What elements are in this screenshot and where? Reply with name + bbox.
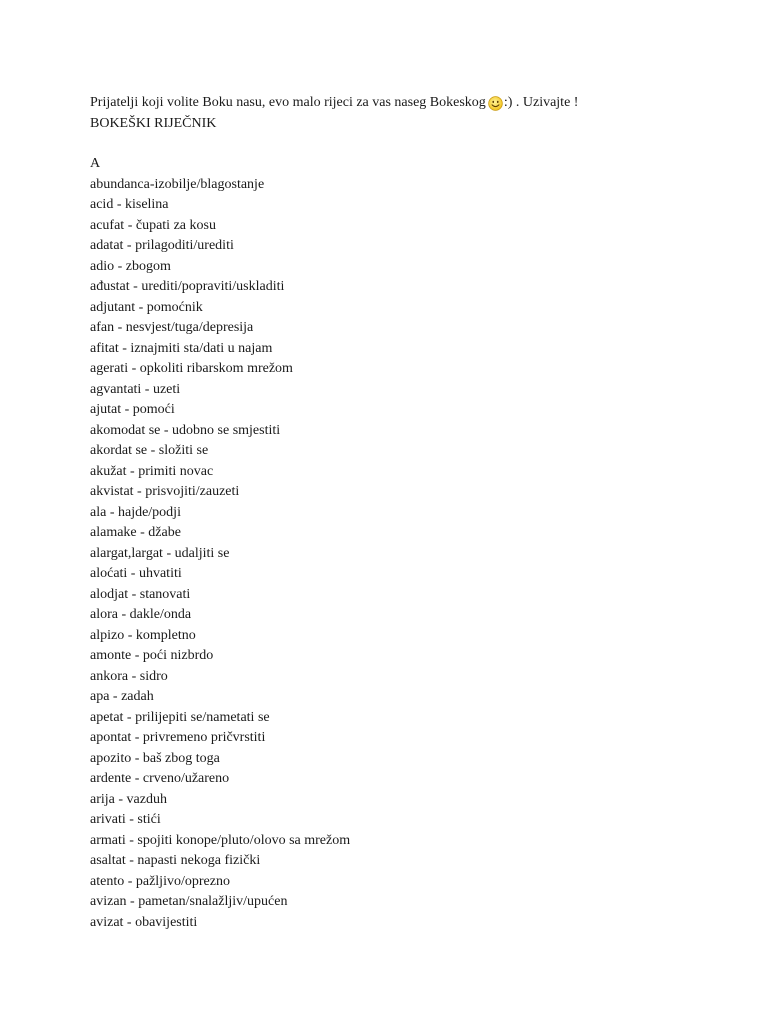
- document-page: [90, 93, 750, 933]
- intro-text-after: :) . Uzivajte !: [503, 95, 579, 110]
- dictionary-entry: adatat - prilagoditi/urediti: [90, 238, 234, 253]
- dictionary-entry: alpizo - kompletno: [90, 627, 196, 643]
- dictionary-entry: agerati - opkoliti ribarskom mrežom: [90, 361, 293, 376]
- dictionary-entry: alodjat - stanovati: [90, 586, 191, 602]
- dictionary-entry: alora - dakle/onda: [90, 607, 192, 622]
- smiley-face-icon: [488, 96, 503, 111]
- dictionary-entry: alоćati - uhvatiti: [90, 566, 182, 581]
- dictionary-entry: atento - pažljivo/oprezno: [90, 873, 230, 889]
- dictionary-entry: apozito - baš zbog toga: [90, 750, 220, 766]
- intro-text-before: Prijatelji koji volite Boku nasu, evo malo rijeci za vas naseg Bokeskog: [90, 95, 486, 110]
- dictionary-entry: abundanca-izobilje/blagostanje: [90, 176, 265, 192]
- dictionary-entry: akordat se - složiti se: [90, 443, 209, 458]
- dictionary-entry: akužat - primiti novac: [90, 463, 214, 479]
- dictionary-entry: apontat - privremeno pričvrstiti: [90, 730, 266, 745]
- dictionary-entry: armati - spojiti konope/pluto/olovo sa mrežom: [90, 832, 351, 848]
- dictionary-entry: adjutant - pomoćnik: [90, 299, 203, 315]
- dictionary-entry: arija - vazduh: [90, 791, 167, 807]
- dictionary-entry: apetat - prilijepiti se/nametati se: [90, 709, 270, 725]
- dictionary-entry: ala - hajde/podji: [90, 504, 181, 520]
- dictionary-entry: amonte - poći nizbrdo: [90, 648, 214, 663]
- entry-list: [90, 175, 750, 934]
- dictionary-entry: agvantati - uzeti: [90, 381, 181, 397]
- dictionary-entry: ardente - crveno/užareno: [90, 771, 230, 786]
- dictionary-entry: adio - zbogom: [90, 258, 171, 274]
- document-title: BOKEŠKI RIJEČNIK: [90, 115, 217, 131]
- dictionary-entry: arivati - stići: [90, 812, 161, 827]
- dictionary-entry: apa - zadah: [90, 689, 154, 704]
- dictionary-entry: avizat - obavijestiti: [90, 914, 198, 930]
- dictionary-entry: ajutat - pomoći: [90, 402, 175, 417]
- dictionary-entry: akomodat se - udobno se smjestiti: [90, 422, 281, 438]
- dictionary-entry: ađustat - urediti/popraviti/uskladiti: [90, 279, 285, 294]
- dictionary-entry: afitat - iznajmiti sta/dati u najam: [90, 340, 273, 356]
- dictionary-entry: avizan - pametan/snalažljiv/upućen: [90, 894, 288, 909]
- dictionary-entry: asaltat - napasti nekoga fizički: [90, 853, 261, 868]
- dictionary-entry: alargat,largat - udaljiti se: [90, 545, 230, 561]
- spacer: [90, 134, 750, 154]
- dictionary-entry: acufat - čupati za kosu: [90, 217, 216, 233]
- section-letter: A: [90, 156, 101, 171]
- intro-line: [90, 93, 750, 114]
- dictionary-entry: ankora - sidro: [90, 668, 168, 684]
- dictionary-entry: acid - kiselina: [90, 197, 169, 212]
- dictionary-entry: alamake - džabe: [90, 525, 181, 540]
- dictionary-entry: afan - nesvjest/tuga/depresija: [90, 320, 254, 335]
- dictionary-entry: akvistat - prisvojiti/zauzeti: [90, 484, 240, 499]
